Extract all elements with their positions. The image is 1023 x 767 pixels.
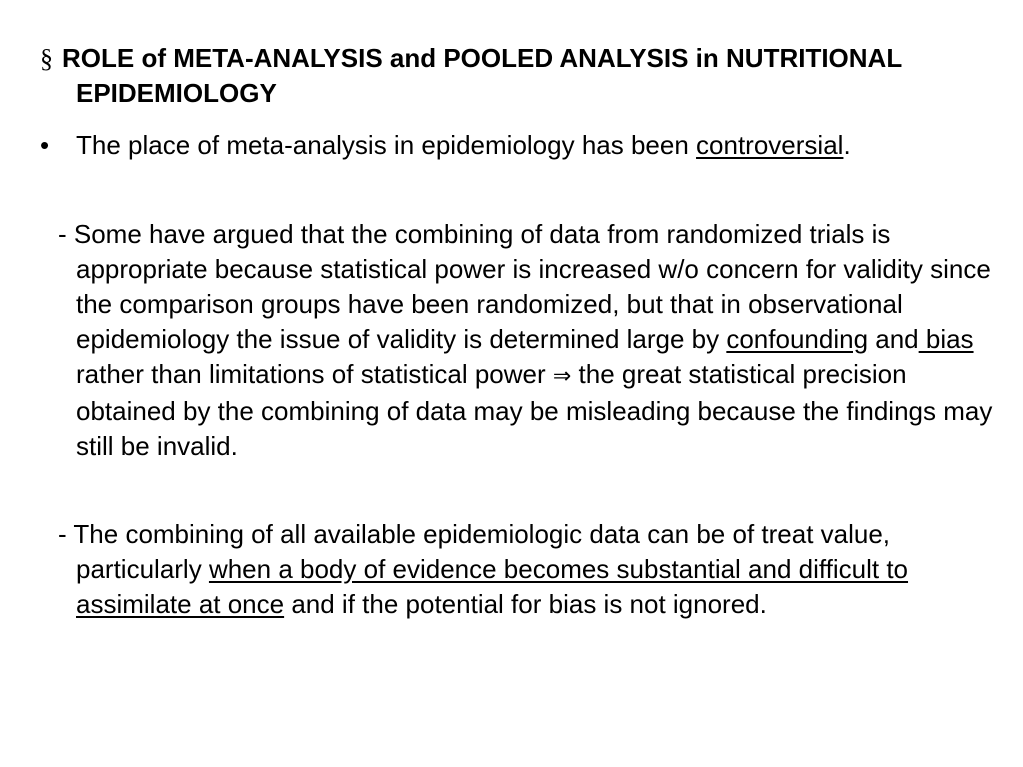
bullet-end: .	[843, 130, 851, 160]
underlined-confounding: confounding	[726, 324, 869, 354]
subpoint-randomized-trials	[58, 217, 1011, 464]
underlined-bias: bias	[918, 324, 974, 354]
sub2-text-2: and if the potential for bias is not ignored.	[284, 589, 767, 619]
sub2-text-1: - The combining of all available epidemiologic data can be of treat value, particularly	[58, 519, 891, 584]
underlined-controversial: controversial	[696, 130, 844, 160]
bullet-marker: •	[40, 130, 50, 160]
sub1-text-2: and	[868, 324, 919, 354]
implies-arrow-icon: ⇒	[552, 364, 572, 389]
sub1-text-4: the great statistical precision obtained by the combining of data may be misleading because the findings may still be invalid.	[76, 359, 993, 461]
heading-text: ROLE of META-ANALYSIS and POOLED ANALYSIS in NUTRITIONAL EPIDEMIOLOGY	[62, 43, 902, 108]
slide-heading	[40, 41, 936, 111]
section-symbol: §	[40, 44, 53, 73]
subpoint-combining-data	[58, 517, 1011, 622]
sub1-text-3: rather than limitations of statistical power	[76, 359, 553, 389]
bullet-text: The place of meta-analysis in epidemiology has been	[76, 130, 697, 160]
underlined-body-of-evidence: when a body of evidence becomes substantial and difficult to assimilate at once	[76, 554, 909, 619]
sub1-text-1: - Some have argued that the combining of data from randomized trials is appropriate because statistical power is increased w/o concern for validity since the comparison groups have been randomized, but that in observational epidemiology the issue of validity is determined large by	[58, 219, 991, 354]
bullet-controversial	[40, 128, 1016, 163]
